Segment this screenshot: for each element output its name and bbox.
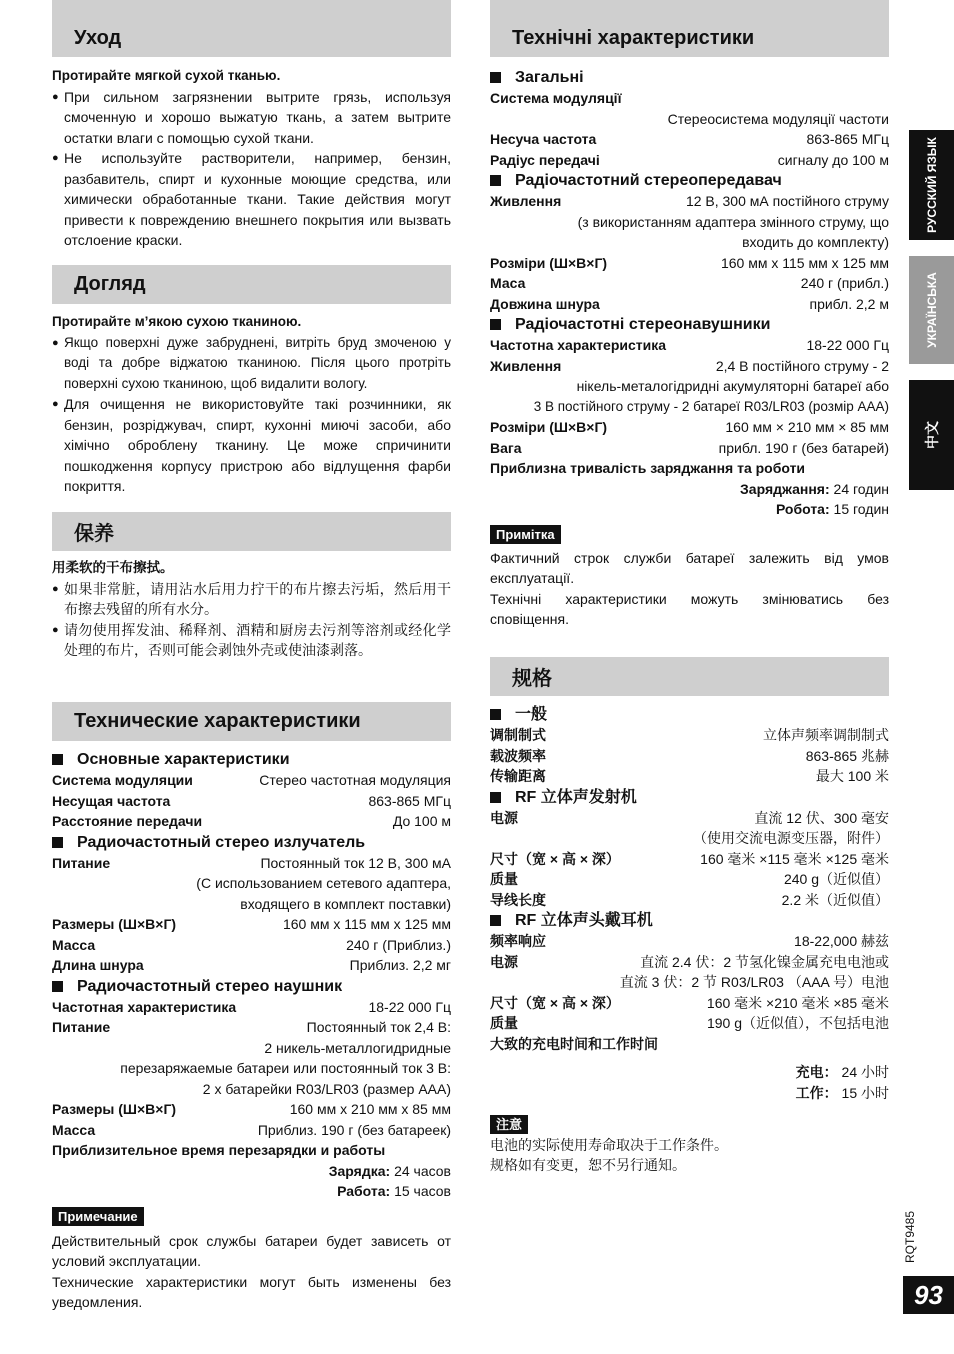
square-bullet-icon [490, 915, 501, 926]
spec-key: 电源 [490, 953, 518, 970]
spec-row [490, 766, 889, 787]
spec-key: 频率响应 [490, 933, 546, 949]
spec-value: Постоянный ток 12 В, 300 мА [260, 854, 451, 871]
work-row [490, 1083, 889, 1104]
spec-value: прибл. 190 г (без батарей) [718, 439, 889, 456]
spec-value: 18-22 000 Гц [368, 998, 451, 1015]
note-zh [490, 1114, 889, 1176]
spec-key: Довжина шнура [490, 295, 600, 312]
spec-row [490, 335, 889, 356]
subsection-title: RF 立体声发射机 [515, 788, 637, 806]
side-tab-label: 中文 [923, 421, 940, 449]
spec-key: Система модуляции [52, 772, 193, 788]
spec-value: 160 毫米 ×210 毫米 ×85 毫米 [706, 994, 889, 1011]
spec-row [490, 993, 889, 1014]
spec-row [490, 458, 889, 479]
note-tag: 注意 [490, 1115, 528, 1134]
spec-row [52, 914, 451, 935]
spec-key: 导线长度 [490, 891, 546, 908]
square-bullet-icon [52, 754, 63, 765]
note-text: Действительный срок службы батареи будет зависеть от условий эксплуатации. [52, 1232, 451, 1269]
side-tab-russian[interactable] [909, 130, 954, 240]
spec-key: 传输距离 [490, 768, 546, 784]
square-bullet-icon [490, 709, 501, 720]
charge-value: 24 годин [833, 480, 889, 497]
spec-row [52, 791, 451, 812]
section-title: Технические характеристики [74, 710, 361, 732]
subsection-title: RF 立体声头戴耳机 [515, 912, 653, 929]
spec-value: сигналу до 100 м [777, 151, 889, 168]
spec-row [52, 1140, 451, 1161]
spec-row [52, 770, 451, 791]
work-label: Работа: [337, 1183, 391, 1199]
subsection-title: Радиочастотный стерео наушник [77, 977, 343, 995]
bullet-item: ● 请勿使用挥发油、稀释剂、酒精和厨房去污剂等溶剂或经化学处理的布片，否则可能会剥蚀外壳或使油漆剥落。 [52, 620, 451, 661]
section-title: Технічні характеристики [512, 27, 755, 49]
spec-value-cont: перезаряжаемые батареи или постоянный ток 3 В: [120, 1060, 451, 1076]
spec-value: 160 мм x 115 мм x 125 мм [720, 254, 889, 271]
spec-key: Радіус передачі [490, 151, 600, 168]
spec-value: 863-865 МГц [368, 792, 451, 809]
spec-value-cont: нікель-металогідридні акумуляторні батареї або [576, 378, 889, 394]
spec-key: Розміри (Ш×В×Г) [490, 254, 608, 271]
bullet-item: ● Для очищення не використовуйте такі розчинники, як бензин, розріджувач, спирт, кухонні миючі засоби, або хімічно оброблену тканину. Це може спричинити пошкодження корпусу пристрою або відлущення фарби покриття. [52, 394, 451, 497]
spec-key: Размеры (Ш×В×Г) [52, 916, 177, 932]
charge-row [490, 479, 889, 500]
spec-value: Приблиз. 190 г (без батареек) [257, 1121, 451, 1138]
spec-row [490, 129, 889, 150]
square-bullet-icon [52, 981, 63, 992]
spec-value: Приблиз. 2,2 мг [349, 957, 451, 973]
spec-row [52, 811, 451, 832]
subsection-general [490, 704, 889, 725]
spec-value: 863-865 МГц [806, 131, 889, 147]
spec-key: Живлення [490, 357, 562, 374]
charge-label: 充电： [795, 1064, 838, 1080]
spec-value-cont: (С использованием сетевого адаптера, [196, 875, 451, 891]
section-header-care-zh [52, 512, 451, 551]
spec-row [490, 191, 889, 212]
spec-value: 240 г (Приблиз.) [346, 936, 451, 953]
spec-row [490, 746, 889, 767]
spec-value: 190 g（近似值），不包括电池 [706, 1015, 889, 1031]
work-value: 15 годин [833, 501, 889, 517]
spec-row [490, 931, 889, 952]
spec-row [490, 849, 889, 870]
spec-row [52, 997, 451, 1018]
spec-key: Размеры (Ш×В×Г) [52, 1101, 177, 1117]
spec-key: Питание [52, 854, 111, 871]
spec-value: 160 мм x 115 мм x 125 мм [282, 916, 451, 932]
charge-value: 24 小时 [841, 1064, 889, 1080]
spec-key: Розміри (Ш×В×Г) [490, 419, 608, 435]
spec-value: До 100 м [392, 813, 451, 829]
section-title: 规格 [512, 668, 552, 690]
note-text: Технические характеристики могут быть изменены без уведомления. [52, 1273, 451, 1310]
spec-value-cont: 2 х батарейки R03/LR03 (размер AAA) [202, 1080, 451, 1097]
document-code [890, 1210, 930, 1264]
section-title: Догляд [74, 273, 146, 295]
spec-key: 质量 [490, 871, 518, 887]
work-label: 工作： [795, 1084, 838, 1101]
spec-value: 最大 100 米 [815, 768, 889, 784]
section-header-specs-zh [490, 657, 889, 696]
note-tag: Примечание [52, 1207, 144, 1226]
page-number: 93 [903, 1276, 954, 1314]
work-label: Робота: [775, 501, 830, 517]
note-tag: Примітка [490, 525, 561, 544]
charge-row [52, 1161, 451, 1182]
spec-row [490, 890, 889, 911]
spec-row [52, 1099, 451, 1120]
spec-key: 质量 [490, 1015, 518, 1031]
spec-value: 直流 2.4 伏：2 节氢化镍金属充电电池或 [640, 953, 889, 970]
square-bullet-icon [490, 319, 501, 330]
care-lead: Протирайте м’якою сухою тканиною. [52, 314, 302, 329]
specs-ru-body [52, 749, 451, 1202]
charge-label: Зарядка: [328, 1162, 391, 1179]
spec-row [490, 1034, 889, 1055]
care-lead: 用柔软的干布擦拭。 [52, 560, 174, 575]
spec-key: Приблизна тривалість заряджання та роботи [490, 460, 806, 476]
spec-key: 载波频率 [490, 747, 546, 764]
spec-value: 2,4 В постійного струму - 2 [715, 357, 889, 374]
spec-key: Масса [52, 936, 96, 953]
subsection-title: Радиочастотный стерео излучатель [77, 833, 366, 851]
charge-value: 24 часов [394, 1162, 451, 1179]
spec-row [490, 417, 889, 438]
bullet-item: ● Якщо поверхні дуже забруднені, витріть бруд змоченою у воді та добре віджатою тканиною. Після цього протріть поверхні сухою тканиною, щоб видалити вологу. [52, 333, 451, 395]
spec-value: 2.2 米（近似值） [781, 891, 889, 908]
spec-key: Несуча частота [490, 131, 597, 147]
subsection-transmitter [52, 832, 451, 853]
spec-key: Маса [490, 275, 526, 291]
section-header-care-uk [52, 265, 451, 304]
spec-value-cont: 直流 3 伏：2 节 R03/LR03 （AAA 号）电池 [619, 974, 889, 990]
spec-value: 240 g（近似值） [783, 871, 889, 887]
spec-key: 尺寸（宽 × 高 × 深） [490, 994, 620, 1011]
spec-key: Система модуляції [490, 90, 622, 106]
subsection-title: 一般 [515, 706, 548, 723]
subsection-headphones [490, 910, 889, 931]
square-bullet-icon [490, 175, 501, 186]
spec-value: Стереосистема модуляції частоти [667, 110, 889, 127]
care-ru-body [52, 66, 451, 251]
spec-key: Несущая частота [52, 792, 171, 809]
spec-key: 电源 [490, 809, 518, 826]
spec-row [52, 1120, 451, 1141]
spec-value: Постоянный ток 2,4 В: [306, 1019, 451, 1035]
spec-key: 调制制式 [490, 727, 546, 743]
spec-row [490, 808, 889, 829]
charge-row [490, 1062, 889, 1083]
subsection-title: Основные характеристики [77, 751, 290, 768]
spec-row [490, 294, 889, 315]
spec-value: 18-22,000 赫兹 [794, 933, 889, 949]
spec-value: 160 мм x 210 мм x 85 мм [289, 1101, 451, 1117]
spec-row [490, 869, 889, 890]
subsection-transmitter [490, 170, 889, 191]
bullet-item: ● При сильном загрязнении вытрите грязь, используя смоченную и хорошо выжатую ткань, а затем вытрите остатки влаги с помощью сухой ткани. [52, 87, 451, 149]
side-tab-chinese[interactable] [909, 380, 954, 490]
spec-value: 863-865 兆赫 [805, 747, 889, 764]
subsection-transmitter [490, 787, 889, 808]
spec-row [490, 253, 889, 274]
spec-key: Масса [52, 1121, 96, 1138]
subsection-general [490, 67, 889, 88]
spec-value-cont: (з використанням адаптера змінного струму, що [577, 213, 889, 230]
spec-value: 160 毫米 ×115 毫米 ×125 毫米 [700, 850, 889, 867]
subsection-general [52, 749, 451, 770]
work-row [52, 1181, 451, 1202]
subsection-title: Загальні [515, 69, 584, 86]
note-text: Фактичний строк служби батареї залежить від умов експлуатації. [490, 549, 889, 586]
specs-uk-body [490, 67, 889, 520]
spec-value-cont: （使用交流电源变压器，附件） [693, 830, 889, 846]
spec-value-cont: входить до комплекту) [742, 234, 889, 250]
spec-value: 12 В, 300 мА постійного струму [685, 193, 889, 209]
square-bullet-icon [490, 792, 501, 803]
bullet-item: ● Не используйте растворители, например, бензин, разбавитель, спирт и кухонные моющие средства, или химически обработанные ткани. Такие действия могут привести к повреждению внешнего покрытия или вызвать отслоение краски. [52, 148, 451, 251]
spec-value: Стерео частотная модуляция [259, 772, 451, 788]
spec-value-cont: 2 никель-металлогидридные [264, 1039, 451, 1056]
subsection-title: Радіочастотний стереопередавач [515, 172, 782, 189]
spec-value: 160 мм × 210 мм × 85 мм [725, 419, 889, 435]
section-title: Уход [74, 27, 122, 49]
section-header-specs-uk [490, 0, 889, 57]
subsection-headphones [52, 976, 451, 997]
spec-row [490, 1013, 889, 1034]
spec-value: 18-22 000 Гц [806, 337, 889, 353]
document-code-text: RQT9485 [903, 1210, 917, 1264]
spec-key: Приблизительное время перезарядки и работы [52, 1142, 386, 1158]
spec-row [52, 955, 451, 976]
subsection-title: Радіочастотні стереонавушники [515, 316, 771, 333]
charge-label: Заряджання: [740, 480, 830, 497]
spec-value: 立体声频率调制制式 [763, 727, 889, 743]
section-title: 保养 [74, 523, 114, 545]
care-uk-body [52, 312, 451, 497]
note-uk [490, 524, 889, 630]
spec-value-cont: входящего в комплект поставки) [240, 895, 451, 912]
subsection-headphones [490, 314, 889, 335]
spec-row [490, 356, 889, 377]
spec-key: Расстояние передачи [52, 813, 203, 829]
work-value: 15 часов [394, 1183, 451, 1199]
specs-zh-body [490, 704, 889, 1103]
spec-row [490, 273, 889, 294]
spec-key: 尺寸（宽 × 高 × 深） [490, 850, 620, 867]
care-lead: Протирайте мягкой сухой тканью. [52, 68, 281, 83]
spec-row [52, 853, 451, 874]
spec-value: 240 г (прибл.) [800, 275, 889, 291]
side-tab-ukrainian[interactable] [909, 256, 954, 364]
note-text: 电池的实际使用寿命取决于工作条件。 [490, 1136, 728, 1153]
spec-key: 大致的充电时间和工作时间 [490, 1035, 658, 1052]
spec-row [52, 935, 451, 956]
spec-row [490, 150, 889, 171]
side-tab-label: РУССКИЙ ЯЗЫК [924, 137, 939, 233]
note-text: 规格如有变更，恕不另行通知。 [490, 1157, 686, 1173]
care-zh-body [52, 558, 451, 661]
spec-key: Вага [490, 439, 522, 456]
section-header-specs-ru [52, 702, 451, 741]
note-ru [52, 1206, 451, 1313]
spec-row [490, 952, 889, 973]
work-row [490, 499, 889, 520]
spec-row [490, 438, 889, 459]
spec-key: Частотна характеристика [490, 337, 667, 353]
spec-row [490, 88, 889, 109]
square-bullet-icon [490, 72, 501, 83]
spec-value: 直流 12 伏、300 毫安 [754, 809, 889, 826]
bullet-item: ● 如果非常脏，请用沾水后用力拧干的布片擦去污垢，然后用干布擦去残留的所有水分。 [52, 579, 451, 620]
side-tab-label: УКРАЇНСЬКА [924, 272, 939, 348]
spec-value: прибл. 2,2 м [809, 295, 889, 312]
spec-key: Длина шнура [52, 957, 144, 973]
spec-key: Питание [52, 1019, 111, 1035]
work-value: 15 小时 [841, 1084, 889, 1101]
spec-key: Частотная характеристика [52, 998, 237, 1015]
spec-row [52, 1017, 451, 1038]
spec-key: Живлення [490, 193, 562, 209]
note-text: Технічні характеристики можуть змінюватись без сповіщення. [490, 590, 889, 627]
section-header-care-ru [52, 0, 451, 57]
square-bullet-icon [52, 837, 63, 848]
spec-row [490, 725, 889, 746]
spec-value-cont: 3 В постійного струму - 2 батареї R03/LR03 (розмір AAA) [533, 398, 889, 414]
